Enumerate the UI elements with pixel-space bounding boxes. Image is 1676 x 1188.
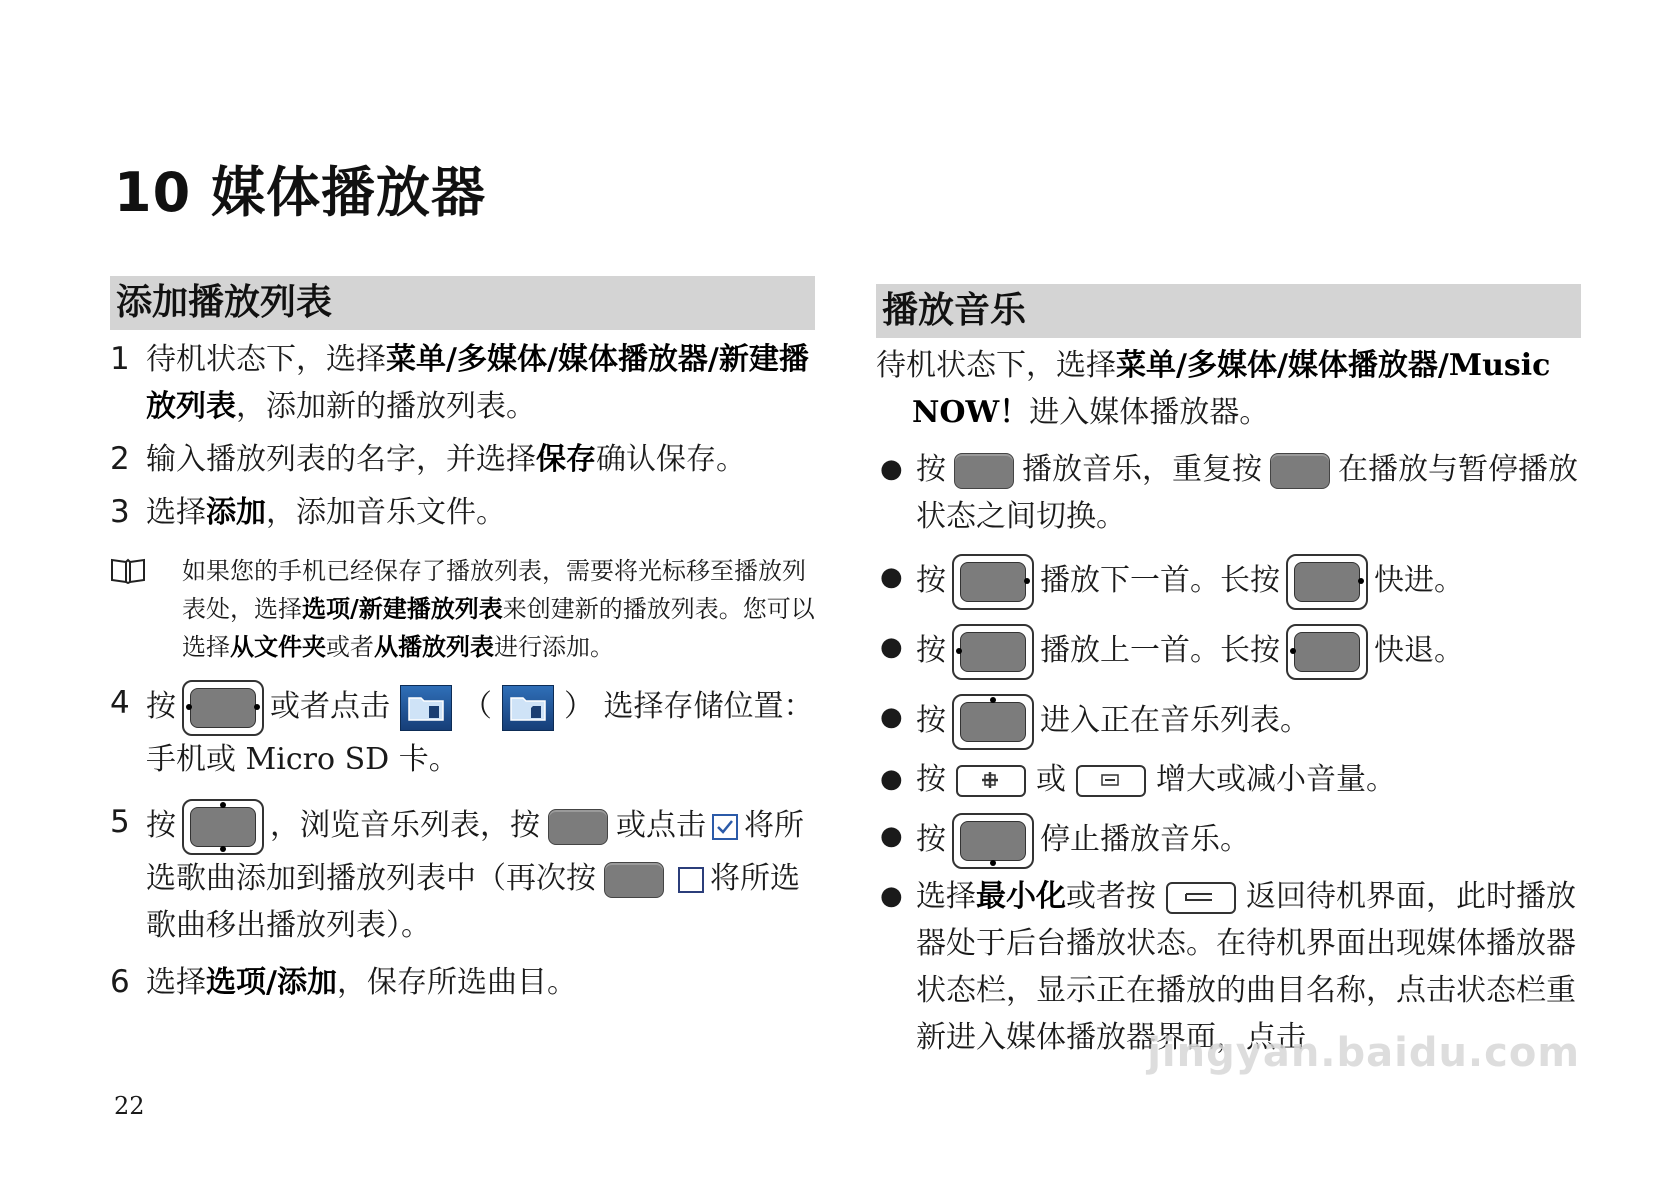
- bullet-icon: ●: [880, 881, 903, 911]
- nav-key-up-icon: [952, 694, 1034, 750]
- bullet-text: 按: [916, 452, 946, 487]
- section-play-music: [876, 284, 1581, 1061]
- step-number: 1: [110, 341, 130, 377]
- nav-key-right-icon: [1286, 554, 1368, 610]
- menu-option: 从文件夹: [230, 632, 326, 661]
- folder-sdcard-icon: [502, 685, 554, 731]
- step-number: 2: [110, 441, 130, 477]
- empty-checkbox-icon: [678, 867, 704, 893]
- bullet-text: 播放下一首。长按: [1040, 563, 1280, 598]
- nav-key-left-right-icon: [182, 680, 264, 736]
- nav-key-down-icon: [952, 813, 1034, 869]
- bullet-text: 按: [916, 563, 946, 598]
- bullet-play-pause: [876, 446, 1581, 540]
- bullet-icon: ●: [880, 562, 903, 592]
- bullet-text: 返回待机界面，此时播放器处于后台播放状态。在待机界面出现媒体播放器状态栏，显示正在播放的曲目名称，点击状态栏重新进入媒体播放器界面，点击: [916, 879, 1576, 1055]
- intro-paragraph: [876, 342, 1581, 436]
- menu-option: 从播放列表: [374, 632, 494, 661]
- center-key-icon: [548, 809, 608, 845]
- step-text: 选择: [146, 965, 206, 1000]
- step-text: 或者点击: [270, 689, 390, 724]
- step-4: [110, 680, 815, 783]
- bullet-text: 快退。: [1374, 633, 1464, 668]
- bullet-text: 按: [916, 822, 946, 857]
- bullet-next-track: [876, 554, 1581, 610]
- step-number: 4: [110, 685, 130, 721]
- step-text: 确认保存。: [596, 442, 746, 477]
- step-number: 5: [110, 804, 130, 840]
- bullet-text: 或者按: [1066, 879, 1156, 914]
- center-key-icon: [1270, 453, 1330, 489]
- bullet-icon: ●: [880, 821, 903, 851]
- bullet-text: 选择: [916, 879, 976, 914]
- step-text: 或点击: [616, 808, 706, 843]
- step-text: 将所选歌曲移出播放列表）。: [146, 861, 800, 943]
- bullet-text: 播放上一首。长按: [1040, 633, 1280, 668]
- step-text: ，添加新的播放列表。: [236, 389, 536, 424]
- intro-text: 进入媒体播放器。: [1029, 395, 1270, 430]
- watermark: jingyan.baidu.com: [1147, 1030, 1580, 1076]
- section-header-add-playlist: 添加播放列表: [110, 276, 815, 330]
- step-number: 6: [110, 964, 130, 1000]
- nav-key-left-icon: [1286, 624, 1368, 680]
- intro-text: 待机状态下，选择: [876, 348, 1116, 383]
- end-key-icon: [1166, 882, 1236, 914]
- menu-path: 选项/新建播放列表: [302, 594, 503, 623]
- step-text: （: [462, 689, 492, 724]
- menu-path: 菜单/多媒体/媒体播放器/Music: [1116, 348, 1551, 383]
- bullet-text: 在播放与暂停播放状态之间切换。: [916, 452, 1578, 534]
- bullet-text: 停止播放音乐。: [1040, 822, 1250, 857]
- step-text: ，浏览音乐列表，按: [270, 808, 540, 843]
- menu-option: 添加: [206, 495, 266, 530]
- bullet-text: 或: [1036, 762, 1066, 797]
- bullet-icon: ●: [880, 702, 903, 732]
- center-key-icon: [604, 862, 664, 898]
- chapter-title: 10 媒体播放器: [114, 161, 486, 224]
- step-2: [110, 436, 815, 483]
- volume-up-key-icon: [956, 765, 1026, 797]
- menu-option: 保存: [536, 442, 596, 477]
- step-text: 待机状态下，选择: [146, 342, 386, 377]
- note-block: [110, 552, 815, 666]
- nav-key-left-icon: [952, 624, 1034, 680]
- section-add-playlist: [110, 276, 815, 1006]
- note-text: 如果您的手机已经保存了播放列表，需要将光标移至播放列表处，选择: [182, 557, 806, 623]
- bullet-text: 快进。: [1374, 563, 1464, 598]
- step-6: [110, 959, 815, 1006]
- bullet-text: 增大或减小音量。: [1156, 762, 1396, 797]
- section-header-play-music: 播放音乐: [876, 284, 1581, 338]
- nav-key-right-icon: [952, 554, 1034, 610]
- folder-phone-icon: [400, 685, 452, 731]
- step-5: [110, 799, 815, 949]
- bullet-icon: ●: [880, 454, 903, 484]
- note-text: 进行添加。: [494, 633, 614, 661]
- bullet-icon: ●: [880, 632, 903, 662]
- center-key-icon: [954, 453, 1014, 489]
- bullet-music-list: [876, 694, 1581, 750]
- step-text: 输入播放列表的名字，并选择: [146, 442, 536, 477]
- volume-down-key-icon: [1076, 765, 1146, 797]
- step-text: 选择: [146, 495, 206, 530]
- step-text: ） 选择存储位置：手机或 Micro SD 卡。: [146, 689, 814, 777]
- step-3: [110, 489, 815, 536]
- bullet-icon: ●: [880, 764, 903, 794]
- bullet-text: 播放音乐，重复按: [1022, 452, 1262, 487]
- bullet-text: 按: [916, 762, 946, 797]
- bullet-volume: [876, 756, 1581, 803]
- step-1: [110, 336, 815, 430]
- step-text: 将所选歌曲添加到播放列表中（再次按: [146, 808, 804, 896]
- nav-key-up-down-icon: [182, 799, 264, 855]
- note-text: 或者: [326, 633, 374, 661]
- menu-path: 菜单/多媒体/媒体播放器/新建播放列表: [146, 342, 809, 424]
- bullet-text: 按: [916, 703, 946, 738]
- step-text: 按: [146, 689, 176, 724]
- bullet-text: 按: [916, 633, 946, 668]
- step-text: ，保存所选曲目。: [336, 965, 577, 1000]
- checked-checkbox-icon: [712, 814, 738, 840]
- step-text: ，添加音乐文件。: [266, 495, 506, 530]
- note-text: 来创建新的播放列表。您可以选择: [182, 595, 815, 661]
- bullet-stop: [876, 813, 1581, 869]
- menu-path: 选项/添加: [206, 965, 337, 1000]
- step-number: 3: [110, 494, 130, 530]
- step-text: 按: [146, 808, 176, 843]
- menu-option: 最小化: [976, 879, 1066, 914]
- menu-path: NOW！: [912, 395, 1030, 430]
- bullet-previous-track: [876, 624, 1581, 680]
- bullet-text: 进入正在音乐列表。: [1040, 703, 1310, 738]
- page-number: 22: [114, 1092, 145, 1120]
- book-icon: [110, 552, 182, 666]
